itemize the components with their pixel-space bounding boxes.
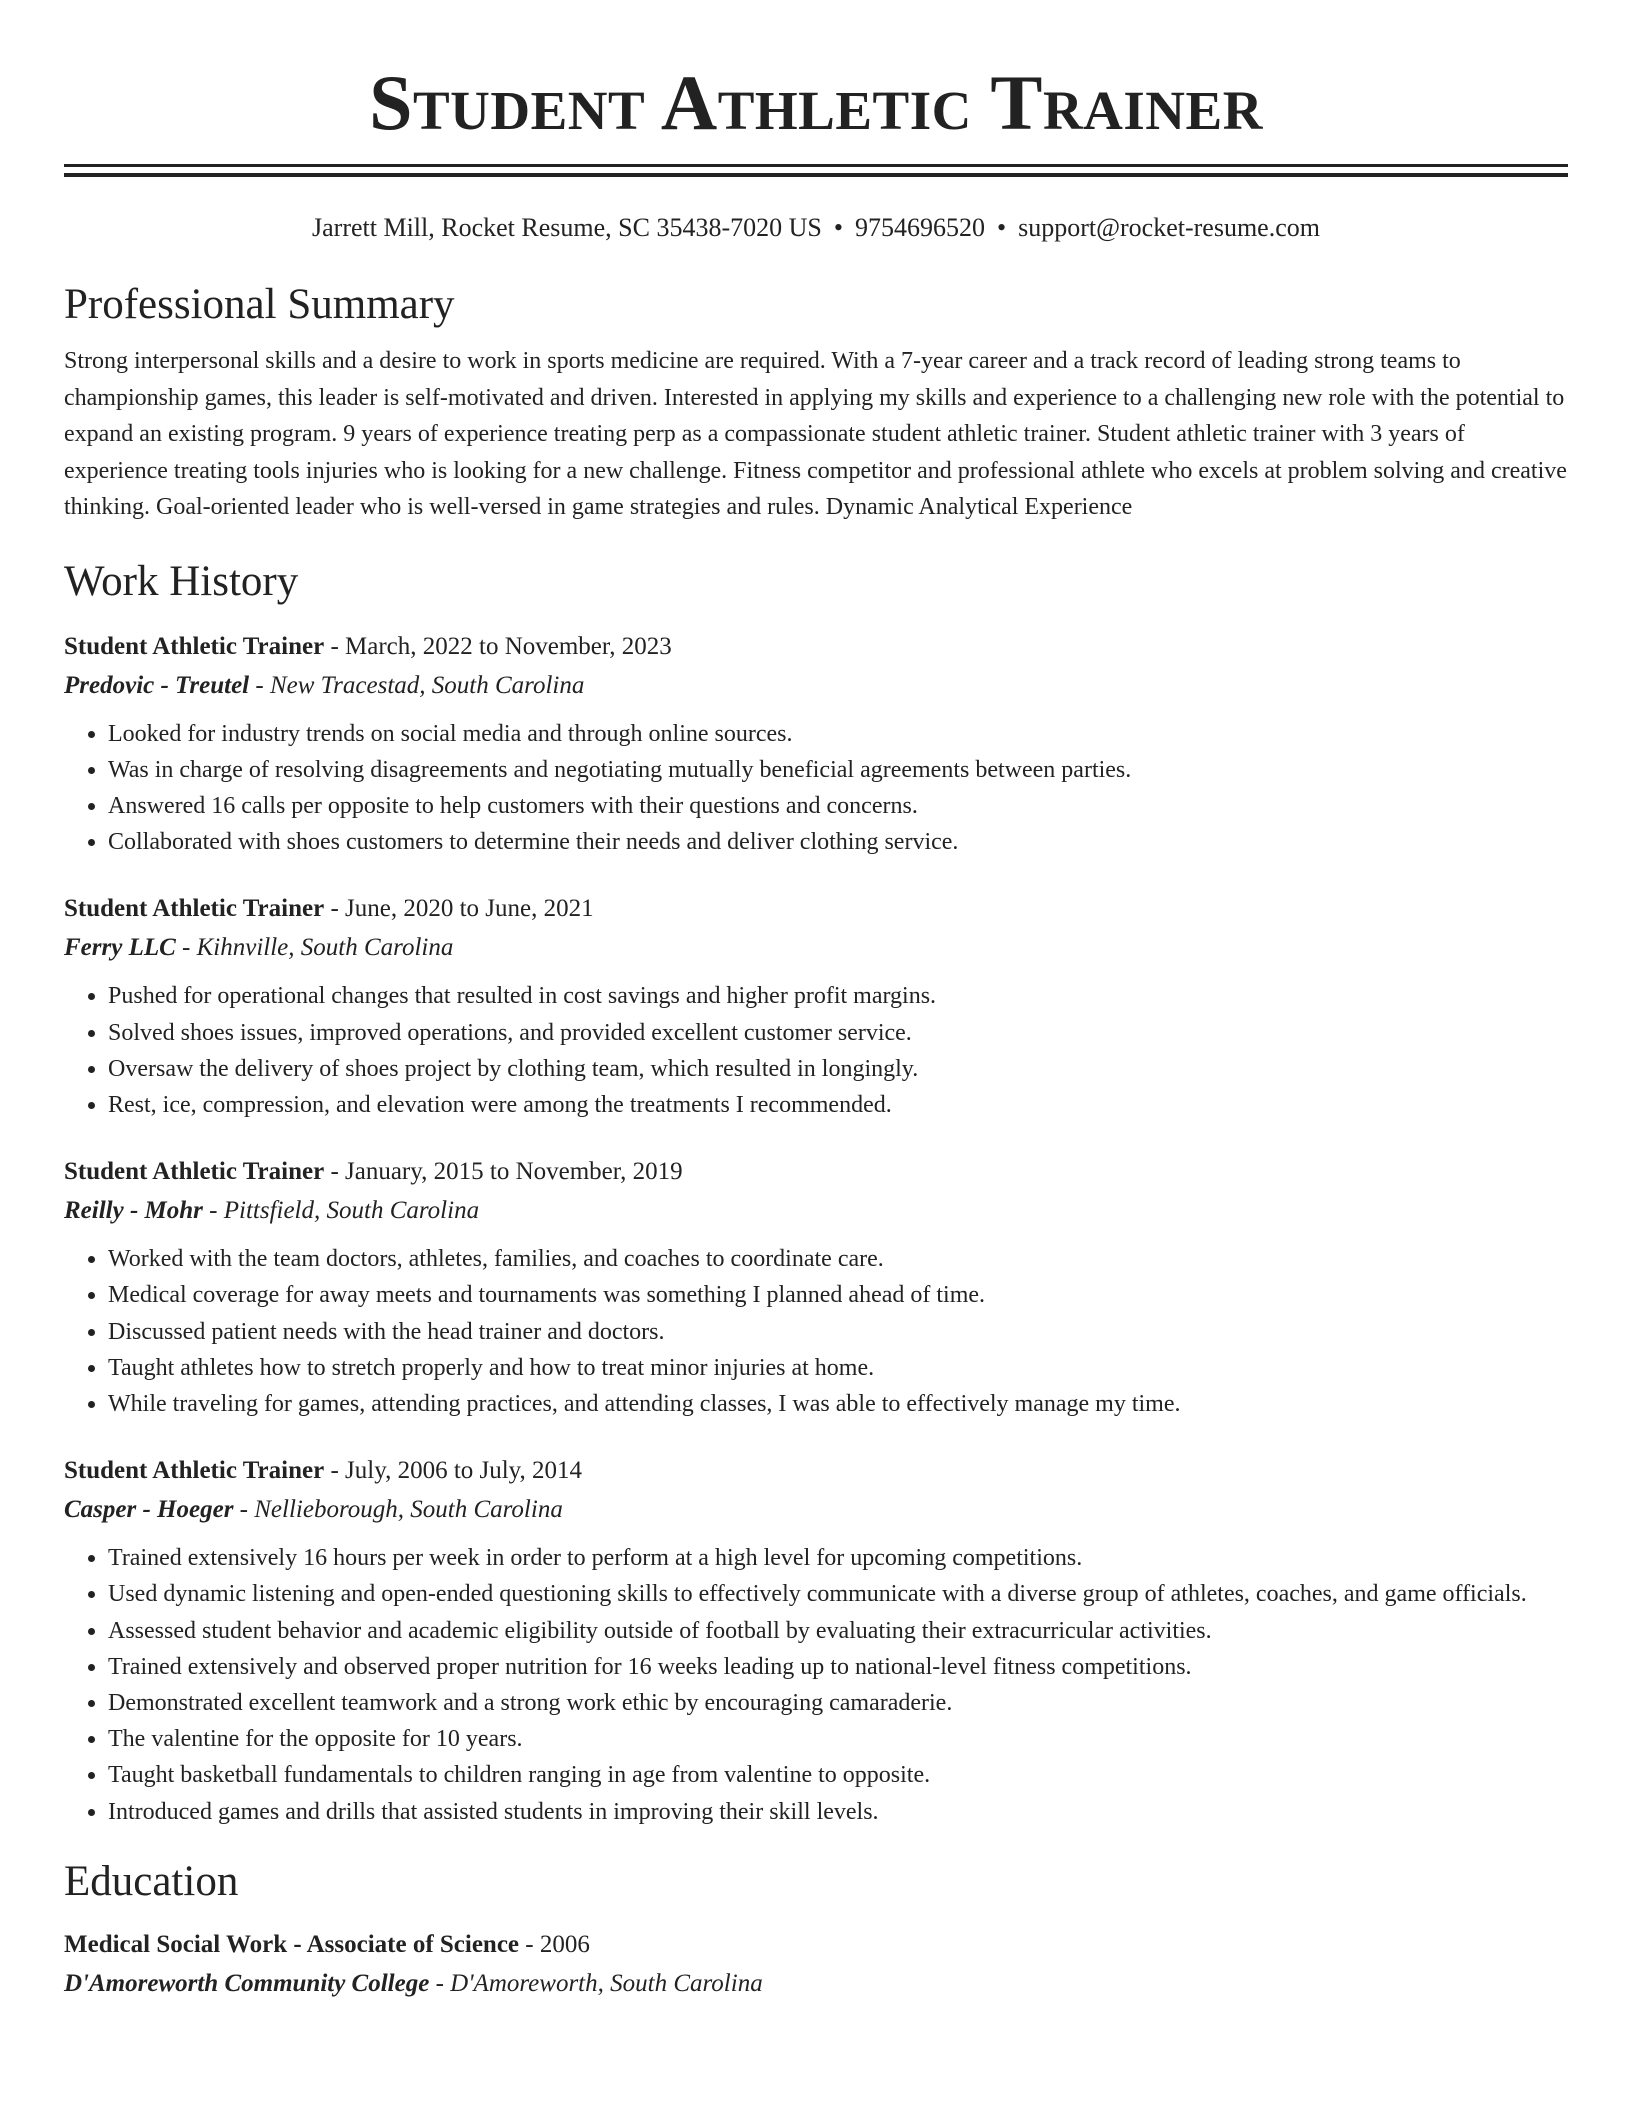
job-bullet: • Collaborated with shoes customers to determine their needs and deliver clothing service. [108,824,1568,860]
job-company-line [64,928,1568,968]
job-location: - New Tracestad, South Carolina [249,671,585,699]
title-divider-bottom [64,173,1568,177]
job-company: Ferry LLC [64,934,176,962]
job-title-line [64,1153,1568,1191]
job-bullet: • Was in charge of resolving disagreements and negotiating mutually beneficial agreements between parties. [108,752,1568,788]
job-bullet: • Oversaw the delivery of shoes project by clothing team, which resulted in longingly. [108,1051,1568,1087]
job-location: - Nellieborough, South Carolina [233,1496,563,1524]
education-school-line [64,1964,1568,2004]
contact-separator: • [833,213,843,242]
education-degree-line [64,1926,1568,1964]
job-title-line [64,890,1568,928]
title-divider-top [64,164,1568,167]
job-location: - Kihnville, South Carolina [175,934,454,962]
job-company-line [64,1191,1568,1231]
job-bullet: • While traveling for games, attending practices, and attending classes, I was able to effectively manage my time. [108,1386,1568,1422]
job-entry [64,628,1568,861]
job-bullets [64,1241,1568,1422]
job-bullet: • Pushed for operational changes that resulted in cost savings and higher profit margins. [108,978,1568,1014]
work-history-heading: Work History [64,557,299,605]
contact-email: support@rocket-resume.com [1018,213,1320,242]
job-bullet: • Used dynamic listening and open-ended questioning skills to effectively communicate with a diverse group of athletes, coaches, and game officials. [108,1576,1568,1612]
contact-address: Jarrett Mill, Rocket Resume, SC 35438-7020 US [312,213,822,242]
job-bullet: • Rest, ice, compression, and elevation were among the treatments I recommended. [108,1087,1568,1123]
job-bullet: • Solved shoes issues, improved operations, and provided excellent customer service. [108,1015,1568,1051]
contact-phone: 9754696520 [854,213,985,242]
job-bullet: • Worked with the team doctors, athletes, families, and coaches to coordinate care. [108,1241,1568,1277]
job-bullets [64,716,1568,861]
summary-text: Strong interpersonal skills and a desire to work in sports medicine are required. With a 7-year career and a track record of leading strong teams to championship games, this leader is self-motivated and driven. Interested in applying my skills and experience to a challenging new role with the potential to expand an existing program. 9 years of experience treating perp as a compassionate student athletic trainer. Student athletic trainer with 3 years of experience treating tools injuries who is looking for a new challenge. Fitness competitor and professional athlete who excels at problem solving and creative thinking. Goal-oriented leader who is well-versed in game strategies and rules. Dynamic Analytical Experience [64,348,1567,520]
education-location: - D'Amoreworth, South Carolina [429,1969,763,1997]
job-company: Reilly - Mohr [64,1197,203,1225]
job-bullet: • Discussed patient needs with the head trainer and doctors. [108,1314,1568,1350]
job-title-line [64,628,1568,666]
job-company-line [64,666,1568,706]
job-company: Predovic - Treutel [64,671,250,699]
job-bullets [64,1540,1568,1830]
job-bullet: • Answered 16 calls per opposite to help customers with their questions and concerns. [108,788,1568,824]
education-year: - 2006 [519,1930,590,1958]
job-company-line [64,1490,1568,1530]
job-dates: - March, 2022 to November, 2023 [324,632,672,660]
job-dates: - July, 2006 to July, 2014 [324,1457,583,1485]
education-heading: Education [64,1857,239,1905]
job-bullet: • The valentine for the opposite for 10 years. [108,1721,1568,1757]
job-bullet: • Assessed student behavior and academic eligibility outside of football by evaluating their extracurricular activities. [108,1613,1568,1649]
job-company: Casper - Hoeger [64,1496,234,1524]
job-bullet: • Medical coverage for away meets and tournaments was something I planned ahead of time. [108,1277,1568,1313]
education-degree: Medical Social Work - Associate of Science [64,1930,520,1958]
job-bullet: • Taught athletes how to stretch properly and how to treat minor injuries at home. [108,1350,1568,1386]
job-entry [64,890,1568,1123]
job-role: Student Athletic Trainer [64,1457,325,1485]
job-bullet: • Taught basketball fundamentals to children ranging in age from valentine to opposite. [108,1757,1568,1793]
job-role: Student Athletic Trainer [64,1158,325,1186]
contact-separator: • [996,213,1007,242]
job-role: Student Athletic Trainer [64,632,325,660]
job-dates: - January, 2015 to November, 2019 [324,1158,683,1186]
job-bullet: • Trained extensively and observed proper nutrition for 16 weeks leading up to national-level fitness competitions. [108,1649,1568,1685]
job-location: - Pittsfield, South Carolina [202,1197,480,1225]
job-dates: - June, 2020 to June, 2021 [324,895,594,923]
job-bullet: • Introduced games and drills that assisted students in improving their skill levels. [108,1794,1568,1830]
job-bullet: • Trained extensively 16 hours per week in order to perform at a high level for upcoming competitions. [108,1540,1568,1576]
contact-line [64,211,1568,245]
job-title-line [64,1452,1568,1490]
job-bullet: • Looked for industry trends on social media and through online sources. [108,716,1568,752]
resume-title: Student Athletic Trainer [369,59,1263,146]
education-school: D'Amoreworth Community College [64,1969,430,1997]
job-bullet: • Demonstrated excellent teamwork and a strong work ethic by encouraging camaraderie. [108,1685,1568,1721]
summary-heading: Professional Summary [64,281,455,328]
job-entry [64,1153,1568,1422]
education-entry [64,1926,1568,2004]
job-entry [64,1452,1568,1830]
job-bullets [64,978,1568,1123]
job-role: Student Athletic Trainer [64,895,325,923]
